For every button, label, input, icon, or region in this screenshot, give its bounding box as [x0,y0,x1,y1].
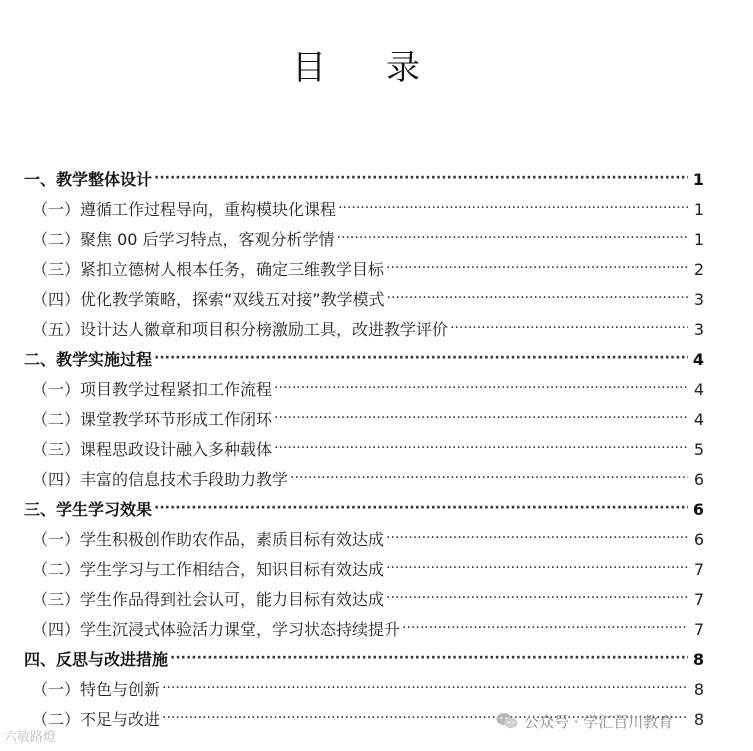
toc-leader-dots [386,262,688,278]
toc-leader-dots [154,502,688,518]
watermark-left [4,726,56,745]
toc-leader-dots [402,622,688,638]
toc-entry[interactable] [24,345,704,375]
toc-leader-dots [154,172,688,188]
watermark-right-text: 公众号 · 学汇百川教育 [524,712,674,731]
toc-entry[interactable] [24,405,704,435]
toc-leader-dots [386,532,688,548]
toc-leader-dots [154,352,688,368]
toc-leader-dots [274,382,688,398]
toc-page-number: 1 [693,200,704,219]
watermark-left-text: 六敏路燈 [4,730,57,745]
toc-page-number: 1 [693,230,704,249]
toc-page-number: 6 [693,470,704,489]
toc-entry-text: （五）设计达人徽章和项目积分榜激励工具，改进教学评价 [32,320,449,339]
toc-page-number: 4 [693,380,704,399]
toc-page-number: 5 [693,440,704,459]
toc-entry-text: （二）课堂教学环节形成工作闭环 [32,410,273,429]
toc-page-number: 2 [693,260,704,279]
toc-entry[interactable] [24,285,704,315]
toc-entry-text: 四、反思与改进措施 [24,650,169,669]
toc-entry[interactable] [24,465,704,495]
toc-entry-text: 三、学生学习效果 [24,500,153,519]
toc-entry[interactable] [24,555,704,585]
toc-entry-text: （二）不足与改进 [32,710,161,729]
toc-entry-text: （一）遵循工作过程导向，重构模块化课程 [32,200,337,219]
toc-entry[interactable] [24,315,704,345]
watermark-right [496,709,673,733]
toc-entry[interactable] [24,255,704,285]
toc-page-number: 8 [692,650,704,669]
toc-entry[interactable] [24,435,704,465]
toc-page-number: 1 [692,170,704,189]
toc-entry-text: （一）学生积极创作助农作品，素质目标有效达成 [32,530,385,549]
toc-page-number: 7 [693,590,704,609]
toc-leader-dots [450,322,688,338]
toc-leader-dots [387,292,688,308]
toc-leader-dots [338,202,688,218]
toc-leader-dots [274,442,688,458]
toc-entry[interactable] [24,675,704,705]
toc-page-number: 8 [693,710,704,729]
toc-entry[interactable] [24,225,704,255]
toc-entry[interactable] [24,585,704,615]
toc-entry-text: （三）学生作品得到社会认可，能力目标有效达成 [32,590,385,609]
toc-entry[interactable] [24,615,704,645]
toc-page-number: 4 [693,410,704,429]
toc-entry[interactable] [24,165,704,195]
toc-entry[interactable] [24,645,704,675]
toc-leader-dots [170,652,688,668]
toc-entry-text: （三）紧扣立德树人根本任务，确定三维教学目标 [32,260,385,279]
toc-entry-text: （一）特色与创新 [32,680,161,699]
toc-leader-dots [337,232,688,248]
toc-page-number: 7 [693,620,704,639]
toc-entry-text: （二）学生学习与工作相结合，知识目标有效达成 [32,560,385,579]
toc-entry-text: 二、教学实施过程 [24,350,153,369]
toc-page-number: 6 [693,530,704,549]
toc-entry-text: （四）丰富的信息技术手段助力教学 [32,470,289,489]
wechat-icon [496,712,518,730]
toc-leader-dots [162,682,688,698]
toc-entry-text: （四）优化教学策略，探索“双线五对接”教学模式 [32,290,385,309]
toc-entry[interactable] [24,495,704,525]
toc-page-number: 8 [693,680,704,699]
toc-page-number: 6 [692,500,704,519]
toc-entry[interactable] [24,375,704,405]
toc-leader-dots [386,592,688,608]
toc-entry[interactable] [24,525,704,555]
toc-entry-text: （一）项目教学过程紧扣工作流程 [32,380,273,399]
toc-leader-dots [386,562,688,578]
title-char-2: 录 [386,48,420,88]
toc-entry-text: （三）课程思政设计融入多种载体 [32,440,273,459]
toc-leader-dots [274,412,688,428]
toc-entry[interactable] [24,195,704,225]
toc-entry-text: （二）聚焦 00 后学习特点，客观分析学情 [32,230,335,249]
toc-entry-text: （四）学生沉浸式体验活力课堂，学习状态持续提升 [32,620,401,639]
table-of-contents [24,165,704,735]
toc-entry-text: 一、教学整体设计 [24,170,153,189]
title-char-1: 目 [292,48,326,88]
toc-leader-dots [290,472,688,488]
toc-page-number: 4 [692,350,704,369]
toc-page-number: 7 [693,560,704,579]
toc-page-number: 3 [693,290,704,309]
toc-page-number: 3 [693,320,704,339]
